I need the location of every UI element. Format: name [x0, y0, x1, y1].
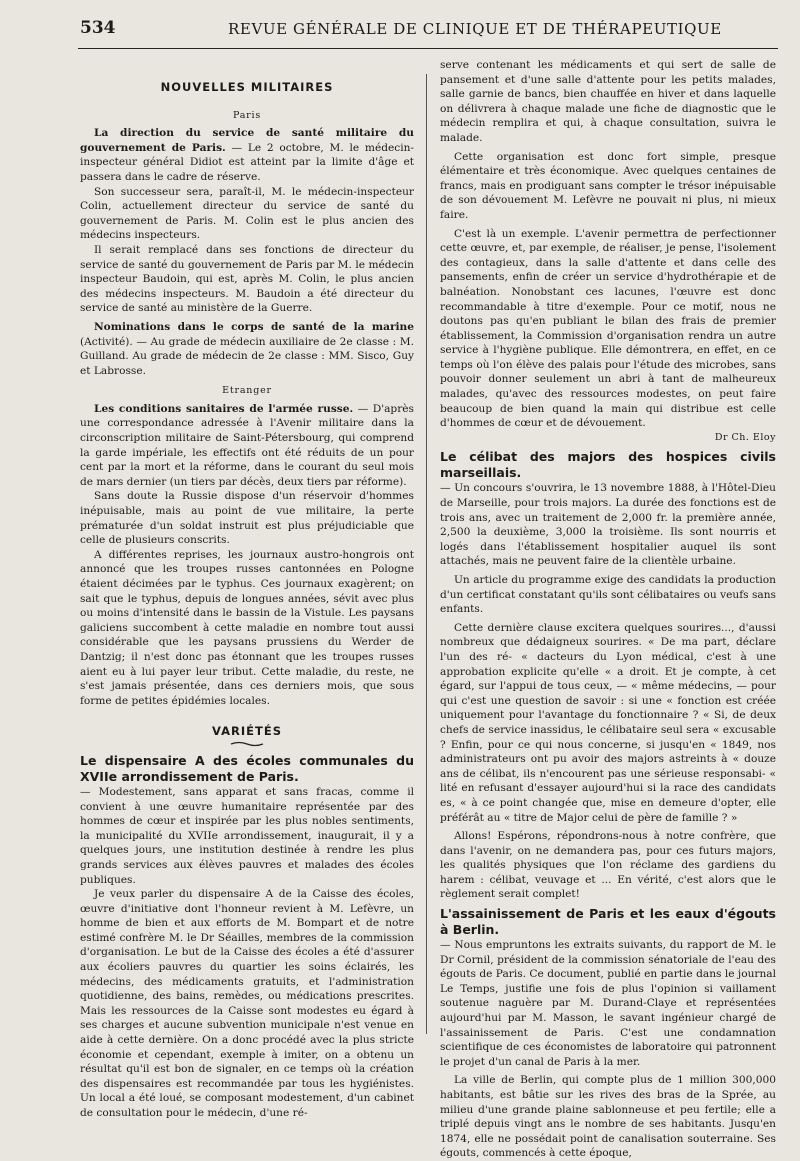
paragraph: — Modestement, sans apparat et sans fracas, comme il convient à une œuvre humanitaire représentée par des hommes de cœur et inspirée par les plus nobles sentiments, la municipalité du XVIIe arrondissement, inaugurait, il y a quelques jours, une institution destinée à rendre les plus grands services aux élèves pauvres et malades des écoles publiques.: [80, 785, 414, 886]
article-heading-armee-russe: Les conditions sanitaires de l'armée russe.: [94, 402, 354, 415]
article-heading-direction: La direction du service de santé militaire du gouvernement de Paris.: [80, 127, 414, 154]
paragraph: Sans doute la Russie dispose d'un réservoir d'hommes inépuisable, mais au point de vue militaire, la perte prématurée d'un soldat instruit est plus préjudiciable que celle de plusieurs conscrits.: [80, 490, 414, 547]
subheading-etranger: Etranger: [222, 385, 272, 397]
paragraph: Cette dernière clause excitera quelques sourires..., d'aussi nombreux que dédaigneux sourires. « De ma part, déclare l'un des ré- « dacteurs du Lyon médical, c'est à une approbation explicite qu'elle « a droit. Et je compte, à cet égard, sur l'appui de tous ceux, — « même médecins, — pour qui c'est une question de savoir : si une « fonction est créée uniquement pour l'avantage du fonctionnaire ? « Si, de deux chefs de service inassidus, le célibataire seul sera « excusable ? Enfin, pour ce qui nous concerne, si jusqu'en « 1849, nos administrateurs ont pu avoir des majors astreints à « douze ans de célibat, ils n'encourent pas une sérieuse responsabi- « lité en refusant d'essayer aujourd'hui si la race des candidats es, « à ce point changée que, mise en demeure d'opter, elle préférât au « titre de Major celui de père de famille ? »: [440, 621, 776, 824]
paragraph: — Un concours s'ouvrira, le 13 novembre 1888, à l'Hôtel-Dieu de Marseille, pour trois majors. La durée des fonctions est de trois ans, avec un traitement de 2,000 fr. la première année, 2,500 la deuxième, 3,000 la troisième. Ils sont nourris et logés dans l'établissement hospitalier auquel ils sont attachés, mais ne peuvent faire de la clientèle urbaine.: [440, 482, 776, 568]
article-text-armee-russe: — D'après une correspondance adressée à l'Avenir militaire dans la circonscription militaire de Saint-Pétersbourg, qui comprend la garde impériale, les effectifs ont été réduits de un pour cent par la mort et la réforme, dans le courant du seul mois de mars dernier (un tiers par décès, deux tiers par réforme).: [80, 402, 414, 488]
paragraph: Je veux parler du dispensaire A de la Caisse des écoles, œuvre d'initiative dont l'honneur revient à M. Lefèvre, un homme de bien et aux efforts de M. Bompart et de notre estimé confrère M. le Dr Séailles, membres de la commission d'organisation. Le but de la Caisse des écoles a été d'assurer aux écoliers pauvres du quartier les soins éclairés, les médecins, des médicaments gratuits, et l'administration quotidienne, des bains, remèdes, ou médications prescrites. Mais les ressources de la Caisse sont modestes eu égard à ses charges et aucune subvention municipale n'est venue en aide à cette dernière. On a donc procédé avec la plus stricte économie et cependant, exemple à imiter, on a obtenu un résultat qu'il est bon de signaler, en ce temps où la création des dispensaires est recommandée par tous les hygiénistes. Un local a été loué, se composant modestement, d'un cabinet de consultation pour le médecin, d'une ré-: [80, 888, 414, 1119]
article-heading-nominations: Nominations dans le corps de santé de la marine: [94, 320, 414, 333]
page-number: 534: [80, 18, 116, 38]
paragraph: Il serait remplacé dans ses fonctions de directeur du service de santé du gouvernement de Paris par M. le médecin inspecteur Baudoin, qui est, après M. Colin, le plus ancien des médecins inspecteurs. M. Baudoin a été directeur du service de santé au ministère de la Guerre.: [80, 243, 414, 315]
right-column: [440, 58, 776, 1161]
left-column: [80, 58, 414, 1121]
section-heading-varietes: VARIÉTÉS: [212, 724, 282, 739]
paragraph: C'est là un exemple. L'avenir permettra de perfectionner cette œuvre, et, par exemple, de réaliser, je pense, l'isolement des contagieux, dans la salle d'attente et dans celle des pansements, enfin de créer un service d'hydrothérapie et de balnéation. Nonobstant ces lacunes, l'œuvre est donc recommandable à titre d'exemple. Pour ce motif, nous ne doutons pas qu'en publiant le bilan des frais de premier établissement, la Commission d'organisation rendra un autre service à l'hygiène publique. Elle démontrera, en effet, en ce temps où l'on élève des palais pour l'étude des microbes, sans pouvoir donner seulement un abri à tant de malheureux malades, qu'avec des ressources modestes, on peut faire beaucoup de bien quand la main qui distribue est celle d'hommes de cœur et de dévouement.: [440, 227, 776, 430]
signature: Dr Ch. Eloy: [714, 431, 776, 443]
paragraph: Allons! Espérons, répondrons-nous à notre confrère, que dans l'avenir, on ne demandera pas, pour ces futurs majors, les qualités physiques que l'on réclame des gardiens du harem : célibat, veuvage et ... En vérité, c'est alors que le règlement serait complet!: [440, 830, 776, 901]
paragraph: — Nous empruntons les extraits suivants, du rapport de M. le Dr Cornil, président de la commission sénatoriale de l'eau des égouts de Paris. Ce document, publié en partie dans le journal Le Temps, justifie une fois de plus l'opinion si vaillament soutenue naguère par M. Durand-Claye et représentées aujourd'hui par M. Masson, le savant ingénieur chargé de l'assainissement de Paris. C'est une condamnation scientifique de ces économistes de laboratoire qui patronnent le projet d'un canal de Paris à la mer.: [440, 939, 776, 1068]
article-heading-assainissement: L'assainissement de Paris et les eaux d'égouts à Berlin.: [440, 906, 776, 938]
section-heading-nouvelles-militaires: NOUVELLES MILITAIRES: [160, 80, 334, 94]
article-text-nominations: (Activité). — Au grade de médecin auxiliaire de 2e classe : M. Guilland. Au grade de médecin de 2e classe : MM. Sisco, Guy et Labrosse.: [80, 335, 414, 377]
ornament-swash: [229, 741, 265, 747]
paragraph: Un article du programme exige des candidats la production d'un certificat constatant qu'ils sont célibataires ou veufs sans enfants.: [440, 574, 776, 616]
page-header: [78, 14, 778, 49]
subheading-paris: Paris: [232, 109, 262, 121]
paragraph: La ville de Berlin, qui compte plus de 1 million 300,000 habitants, est bâtie sur les rives des bras de la Sprée, au milieu d'une grande plaine sablonneuse et peu fertile; elle a triplé depuis vingt ans le nombre de ses habitants. Jusqu'en 1874, elle ne possédait point de canalisation souterraine. Ses égouts, commencés à cette époque,: [440, 1074, 776, 1160]
running-title: REVUE GÉNÉRALE DE CLINIQUE ET DE THÉRAPEUTIQUE: [228, 20, 722, 38]
paragraph: Cette organisation est donc fort simple, presque élémentaire et très économique. Avec quelques centaines de francs, mais en prodiguant sans compter le trésor inépuisable de son dévouement M. Lefèvre ne pouvait ni plus, ni mieux faire.: [440, 150, 776, 221]
article-heading-celibat: Le célibat des majors des hospices civils marseillais.: [440, 449, 776, 481]
column-divider: [426, 74, 427, 1034]
paragraph: Son successeur sera, paraît-il, M. le médecin-inspecteur Colin, actuellement directeur du service de santé du gouvernement de Paris. M. Colin est le plus ancien des médecins inspecteurs.: [80, 185, 414, 242]
article-text-direction: — Le 2 octobre, M. le médecin-inspecteur général Didiot est atteint par la limite d'âge et passera dans le cadre de réserve.: [80, 141, 414, 183]
article-heading-dispensaire: Le dispensaire A des écoles communales du XVIIe arrondissement de Paris.: [80, 752, 414, 784]
paragraph: A différentes reprises, les journaux austro-hongrois ont annoncé que les troupes russes cantonnées en Pologne étaient décimées par le typhus. Ces journaux exagèrent; on sait que le typhus, depuis de longues années, sévit avec plus ou moins d'intensité dans le bassin de la Vistule. Les paysans galiciens succombent à cette maladie en nombre tout aussi considérable que les paysans prussiens du Werder de Dantzig; il n'est donc pas étonnant que les troupes russes aient eu à lui payer leur tribut. Cette maladie, du reste, ne s'est jamais présentée, dans ces derniers mois, que sous forme de petites épidémies locales.: [80, 548, 414, 707]
paragraph: serve contenant les médicaments et qui sert de salle de pansement et d'une salle d'attente pour les petits malades, salle garnie de bancs, bien chauffée en hiver et dans laquelle on délivrera à chaque malade une fiche de diagnostic que le médecin remplira et qui, à chaque consultation, suivra le malade.: [440, 59, 776, 144]
